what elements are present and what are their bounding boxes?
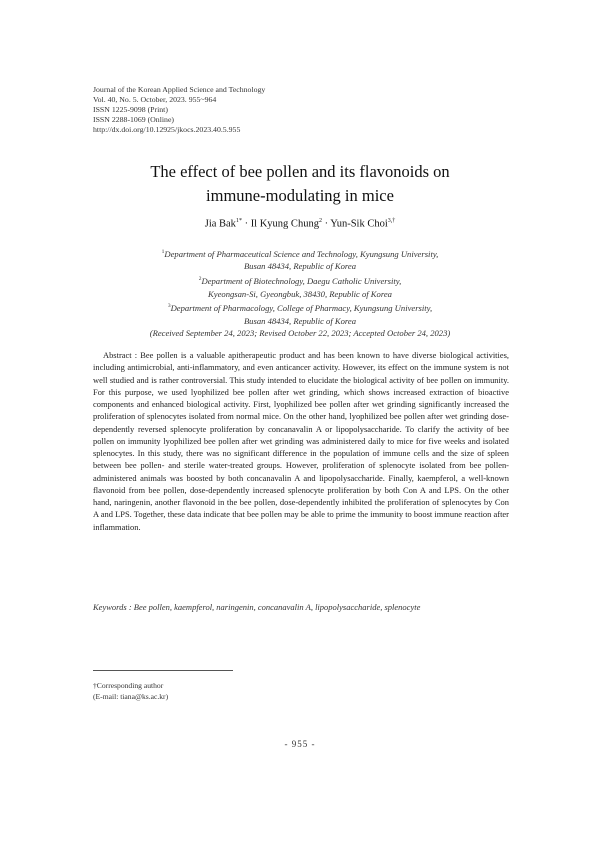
- issn-print: ISSN 1225-9098 (Print): [93, 105, 168, 114]
- author-name: Jia Bak: [204, 218, 236, 230]
- footnote: [93, 680, 168, 702]
- corresponding-email: (E-mail: tiana@ks.ac.kr): [93, 692, 169, 701]
- author-affil-mark: 2: [318, 218, 322, 224]
- affiliation-line: Busan 48434, Republic of Korea: [243, 261, 357, 272]
- author-affil-mark: 3,†: [387, 218, 396, 224]
- issn-online: ISSN 2288-1069 (Online): [93, 115, 174, 124]
- affiliations: [0, 246, 600, 340]
- keywords: [93, 602, 513, 612]
- affiliation-line: Busan 48434, Republic of Korea: [243, 315, 357, 326]
- keywords-text: Bee pollen, kaempferol, naringenin, concanavalin A, lipopolysaccharide, splenocyte: [133, 602, 421, 612]
- journal-name: Journal of the Korean Applied Science and Technology: [93, 85, 266, 94]
- title-line-1: The effect of bee pollen and its flavonoids on: [150, 162, 450, 181]
- affiliation-mark: 1: [161, 249, 165, 255]
- affiliation-line: Kyeongsan-Si, Gyeongbuk, 38430, Republic of Korea: [208, 288, 392, 299]
- journal-header: [93, 85, 265, 135]
- affiliation-mark: 3: [167, 303, 171, 310]
- title-line-2: immune-modulating in mice: [206, 186, 394, 205]
- journal-volume: Vol. 40, No. 5. October, 2023. 955~964: [93, 95, 217, 104]
- corresponding-author-label: Corresponding author: [96, 681, 164, 690]
- author-affil-mark: 1*: [235, 218, 242, 224]
- paper-title: [0, 160, 600, 208]
- author-list: [0, 218, 600, 230]
- dagger-mark: †: [93, 681, 97, 690]
- affiliation-line: $^2$Department of Biotechnology, Daegu Catholic University,: [198, 275, 402, 286]
- received-dates: (Received September 24, 2023; Revised October 22, 2023; Accepted October 24, 2023): [149, 328, 451, 339]
- abstract-separator: :: [131, 350, 141, 360]
- affiliation-mark: 2: [198, 276, 202, 283]
- footnote-divider: [93, 670, 233, 671]
- author-separator: ·: [321, 218, 331, 230]
- keywords-label: Keywords: [93, 602, 127, 612]
- affiliation-line: $^1$Department of Pharmaceutical Science and Technology, Kyungsung University,: [161, 248, 439, 259]
- footnote-line: [93, 680, 168, 691]
- author-separator: ·: [241, 218, 251, 230]
- page-number: - 955 -: [284, 739, 316, 749]
- author-name: Yun-Sik Choi: [330, 218, 388, 230]
- affiliation-line: $^3$Department of Pharmacology, College of Pharmacy, Kyungsung University,: [167, 302, 433, 313]
- doi-link[interactable]: http://dx.doi.org/10.12925/jkocs.2023.40.5.955: [93, 125, 241, 134]
- keywords-separator: :: [126, 602, 134, 612]
- abstract: [93, 349, 509, 533]
- author-name: Il Kyung Chung: [250, 218, 319, 230]
- abstract-label: Abstract: [103, 350, 132, 360]
- abstract-text: Bee pollen is a valuable apitherapeutic product and has been known to have diverse biological activities, including antimicrobial, anti-inflammatory, and even anticancer activity. However, its effect on the immune system is not well studied and is rather controversial. This study intended to elucidate the biological activity of bee pollen on immunity. For this purpose, we used lyophilized bee pollen after wet grinding, which shows increased extraction of bioactive components and enhanced biological activity. First, lyophilized bee pollen after wet grinding significantly increased the proliferation of splenocytes isolated from normal mice. On the other hand, lyophilized bee pollen after wet grinding dose-dependently reversed splenocyte proliferation by concanavalin A or lipopolysaccharide. To clarify the activity of bee pollen on immunity lyophilized bee pollen after wet grinding was administered daily to mice for five weeks and isolated splenocytes. In this study, there was no significant difference in the population of immune cells and the size of spleen between bee pollen- and sterile water-treated groups. However, proliferation of splenocyte isolated from bee pollen-administered animals was boosted by both concanavalin A and lipopolysaccharide. Finally, kaempferol, a well-known flavonoid from bee pollen, dose-dependently increased splenocyte proliferation by both Con A and LPS. On the other hand, naringenin, another flavonoid in the bee pollen, dose-dependently inhibited the proliferation of splenocytes by Con A and LPS. Together, these data indicate that bee pollen may be able to prime the immunity to boost immune reaction after inflammation.: [93, 350, 509, 532]
